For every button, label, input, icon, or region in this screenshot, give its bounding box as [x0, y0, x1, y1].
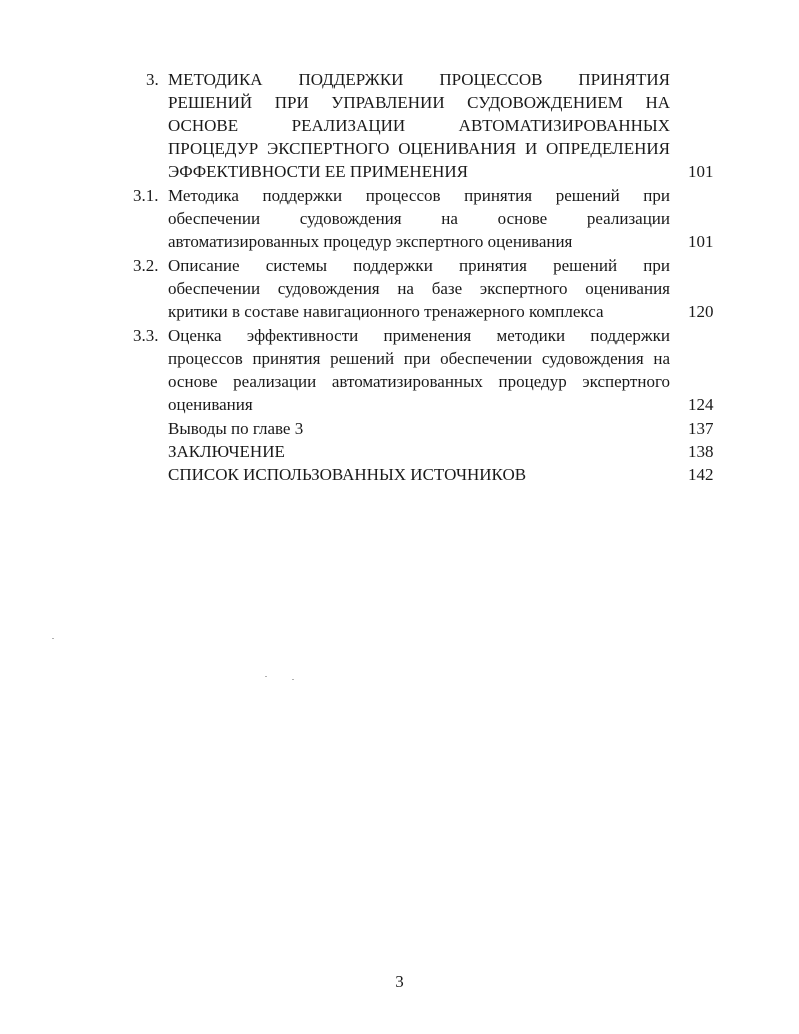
toc-chapter3-line-3: ОСНОВЕ РЕАЛИЗАЦИИ АВТОМАТИЗИРОВАННЫХ	[168, 116, 670, 135]
toc-chapter3-line-5: ЭФФЕКТИВНОСТИ ЕЕ ПРИМЕНЕНИЯ	[168, 162, 468, 181]
toc-s33-line-1: Оценка эффективности применения методики поддержки	[168, 326, 670, 345]
toc-s32-line-2: обеспечении судовождения на базе экспертного оценивания	[168, 279, 670, 298]
scan-speck	[52, 638, 54, 639]
toc-s32-page: 120	[688, 302, 714, 321]
scan-speck	[265, 676, 267, 677]
toc-conclusions-label: Выводы по главе 3	[168, 419, 304, 438]
toc-s31-line-2: обеспечении судовождения на основе реализации	[168, 209, 670, 228]
scan-speck	[292, 679, 294, 680]
toc-s33-number: 3.3.	[133, 326, 159, 345]
toc-s31-line-1: Методика поддержки процессов принятия решений при	[168, 186, 670, 205]
toc-s31-line-3: автоматизированных процедур экспертного оценивания	[168, 232, 573, 251]
toc-s33-line-3: основе реализации автоматизированных процедур экспертного	[168, 372, 670, 391]
toc-s32-line-3: критики в составе навигационного тренажерного комплекса	[168, 302, 604, 321]
toc-chapter3-line-4: ПРОЦЕДУР ЭКСПЕРТНОГО ОЦЕНИВАНИЯ И ОПРЕДЕЛЕНИЯ	[168, 139, 670, 158]
toc-chapter3-page: 101	[688, 162, 714, 181]
toc-s32-line-1: Описание системы поддержки принятия решений при	[168, 256, 670, 275]
toc-references-label: СПИСОК ИСПОЛЬЗОВАННЫХ ИСТОЧНИКОВ	[168, 465, 527, 484]
page-number: 3	[395, 972, 404, 991]
toc-references-page: 142	[688, 465, 714, 484]
toc-s33-page: 124	[688, 395, 714, 414]
toc-chapter3-line-1: МЕТОДИКА ПОДДЕРЖКИ ПРОЦЕССОВ ПРИНЯТИЯ	[168, 70, 670, 89]
toc-s31-page: 101	[688, 232, 714, 251]
toc-chapter3-number: 3.	[146, 70, 159, 89]
toc-s33-line-2: процессов принятия решений при обеспечении судовождения на	[168, 349, 670, 368]
toc-final-label: ЗАКЛЮЧЕНИЕ	[168, 442, 285, 461]
toc-final-page: 138	[688, 442, 714, 461]
toc-chapter3-line-2: РЕШЕНИЙ ПРИ УПРАВЛЕНИИ СУДОВОЖДЕНИЕМ НА	[168, 93, 670, 112]
toc-s31-number: 3.1.	[133, 186, 159, 205]
toc-conclusions-page: 137	[688, 419, 714, 438]
toc-s32-number: 3.2.	[133, 256, 159, 275]
toc-s33-line-4: оценивания	[168, 395, 253, 414]
